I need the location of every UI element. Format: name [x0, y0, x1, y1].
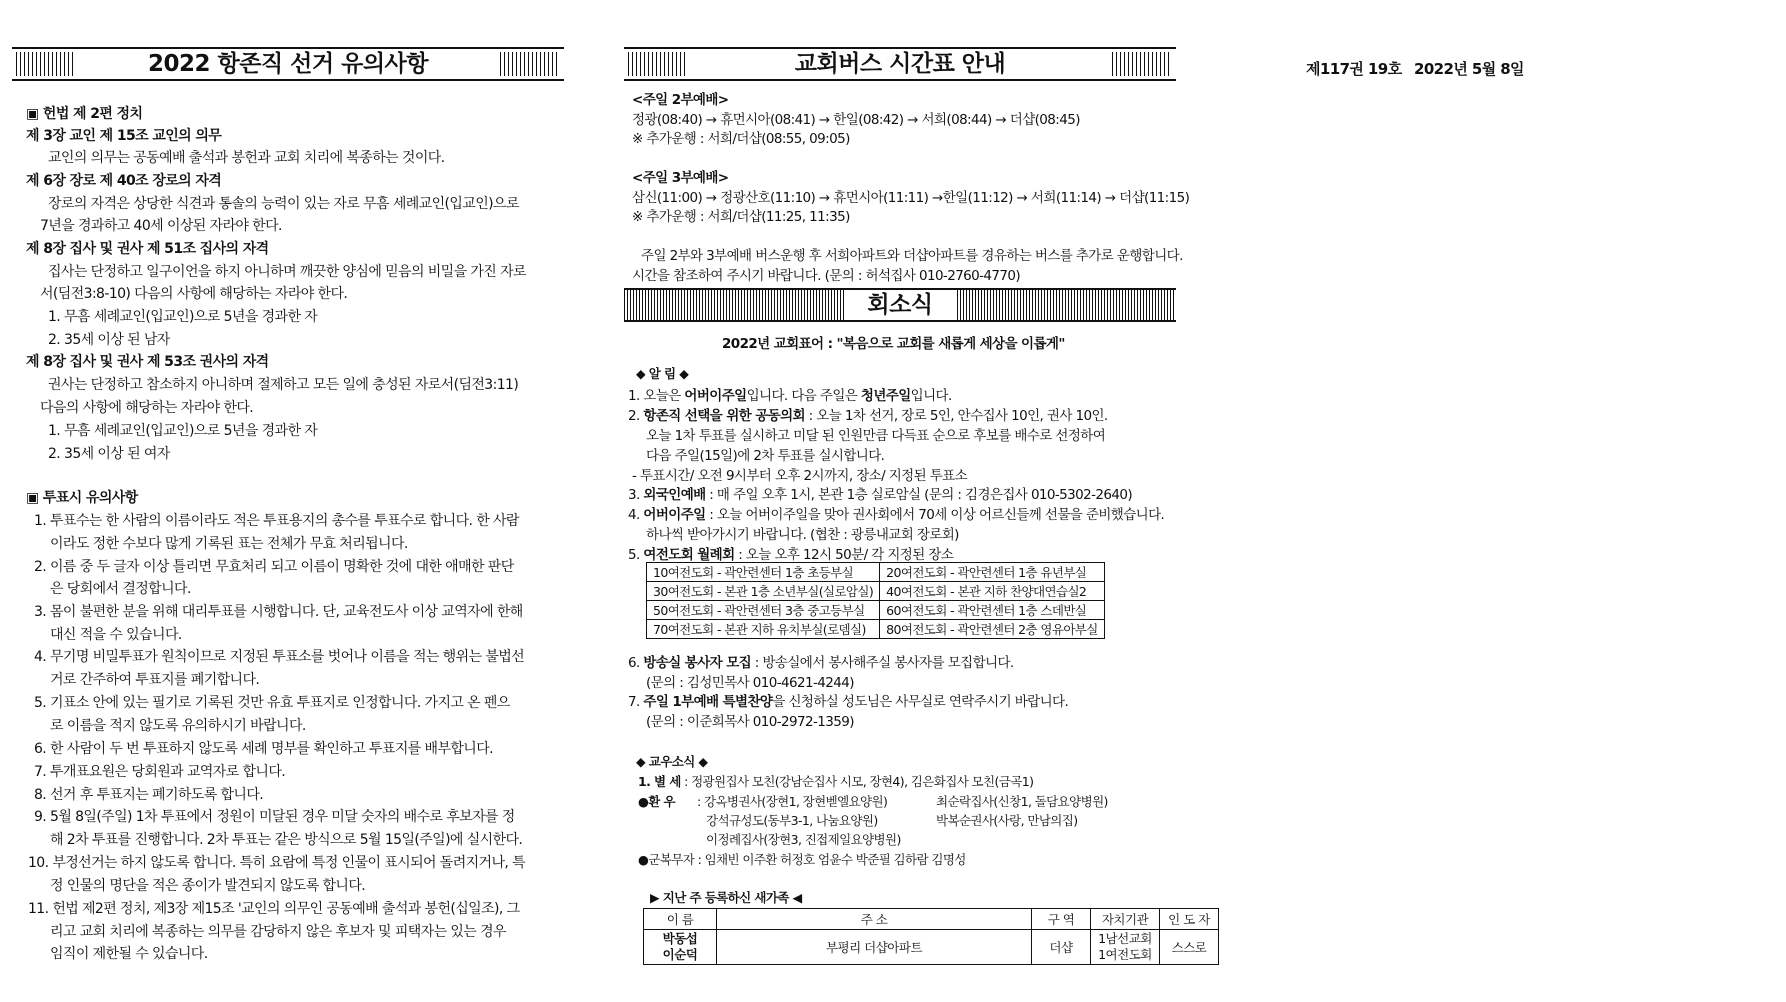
table-cell: 50여전도회 - 곽안련센터 3층 중고등부실	[647, 601, 880, 620]
item-bold: 여전도회 월례회	[643, 547, 735, 563]
note-item: 은 당회에서 결정합니다.	[50, 581, 191, 597]
member-news-item	[638, 772, 1033, 790]
item-text: : 오늘 어버이주일을 맞아 권사회에서 70세 이상 어르신들께 선물을 준비했습니다.	[705, 507, 1165, 523]
bus-note: 시간을 참조하여 주시기 바랍니다. (문의 : 허석집사 010-2760-4770)	[632, 268, 1021, 284]
note-item: 7. 투개표요원은 당회원과 교역자로 합니다.	[34, 764, 286, 780]
clause-text: 집사는 단정하고 일구이언을 하지 아니하며 깨끗한 양심에 믿음의 비밀을 가진 자로	[48, 264, 526, 280]
item-text: 입니다. 다음 주일은	[746, 388, 861, 404]
announce-item	[628, 483, 1132, 503]
bus-route: 삼신(11:00) → 정광산호(11:10) → 휴먼시아(11:11) →한일(11:12) → 서희(11:14) → 더샵(11:15)	[632, 190, 1190, 206]
note-item: 8. 선거 후 투표지는 폐기하도록 합니다.	[34, 787, 264, 803]
item-text: : 방송실에서 봉사해주실 봉사자를 모집합니다.	[751, 655, 1014, 671]
item-bold: 외국인예배	[643, 487, 706, 503]
item-bold: 항존직 선택을 위한 공동의회	[643, 408, 805, 424]
bus-title: 교회버스 시간표 안내	[794, 51, 1006, 77]
clause-text: 7년을 경과하고 40세 이상된 자라야 한다.	[40, 218, 282, 234]
news-title: 회소식	[844, 290, 956, 320]
announce-item	[628, 384, 952, 404]
member-news-heading: ◆ 교우소식 ◆	[636, 754, 708, 769]
item-text: : 정광원집사 모친(강남순집사 시모, 장현4), 김은화집사 모친(금곡1)	[684, 774, 1034, 789]
bus-note: 주일 2부와 3부예배 버스운행 후 서희아파트와 더샵아파트를 경유하는 버스를 추가로 운행합니다.	[641, 248, 1183, 264]
clause-text: 서(딤전3:8-10) 다음의 사항에 해당하는 자라야 한다.	[40, 286, 348, 302]
item-text: : 오늘 오후 12시 50분/ 각 지정된 장소	[734, 547, 954, 563]
note-item: 11. 헌법 제2편 정치, 제3장 제15조 '교인의 의무인 공동예배 출석과 봉헌(십일조), 그	[28, 901, 520, 917]
table-row	[647, 582, 1105, 601]
note-item: 정 인물의 명단을 적은 종이가 발견되지 않도록 합니다.	[50, 878, 366, 894]
note-item: 거로 간주하여 투표지를 폐기합니다.	[50, 672, 260, 688]
table-row	[647, 601, 1105, 620]
address-cell: 부평리 더샵아파트	[717, 930, 1032, 965]
table-cell: 30여전도회 - 본관 1층 소년부실(실로암실)	[647, 582, 880, 601]
clause-item: 2. 35세 이상 된 남자	[48, 332, 170, 348]
notes-heading: ▣ 투표시 유의사항	[26, 490, 138, 506]
announce-item	[628, 690, 1068, 710]
item-number: 3.	[628, 487, 644, 503]
announce-text: - 투표시간/ 오전 9시부터 오후 2시까지, 장소/ 지정된 투표소	[632, 468, 968, 484]
announce-item	[628, 543, 953, 563]
bus-service-heading: <주일 3부예배>	[632, 170, 729, 186]
bus-extra: ※ 추가운행 : 서희/더샵(11:25, 11:35)	[632, 209, 850, 225]
org-2: 1여전도회	[1098, 947, 1152, 962]
note-item: 해 2차 투표를 진행합니다. 2차 투표는 같은 방식으로 5월 15일(주일)에 실시한다.	[50, 832, 523, 848]
item-number: 7.	[628, 694, 644, 710]
issue-volume: 제117권 19호	[1306, 60, 1402, 78]
clause-heading: 제 8장 집사 및 권사 제 53조 권사의 자격	[26, 354, 269, 370]
table-cell: 20여전도회 - 곽안련센터 1층 유년부실	[880, 563, 1105, 582]
clause-heading: 제 8장 집사 및 권사 제 51조 집사의 자격	[26, 241, 269, 257]
note-item: 리고 교회 치리에 복종하는 의무를 감당하지 않은 후보자 및 피택자는 있는 경우	[50, 924, 506, 940]
item-text: 을 신청하실 성도님은 사무실로 연락주시기 바랍니다.	[772, 694, 1069, 710]
clause-item: 1. 무흠 세례교인(입교인)으로 5년을 경과한 자	[48, 423, 318, 439]
item-text: 입니다.	[910, 388, 952, 404]
note-item: 3. 몸이 불편한 분을 위해 대리투표를 시행합니다. 단, 교육전도사 이상 교역자에 한해	[34, 604, 523, 620]
constitution-heading: ▣ 헌법 제 2편 정치	[26, 106, 143, 122]
member-news-text: 강석규성도(동부3-1, 나눔요양원)	[706, 813, 878, 828]
clause-heading: 제 3장 교인 제 15조 교인의 의무	[26, 128, 222, 144]
clause-text: 권사는 단정하고 참소하지 아니하며 절제하고 모든 일에 충성된 자로서(딤전3:11)	[48, 377, 519, 393]
announce-item	[628, 404, 1108, 424]
column-header: 구 역	[1032, 909, 1091, 930]
item-text: : 오늘 1차 선거, 장로 5인, 안수집사 10인, 권사 10인.	[804, 408, 1108, 424]
note-item: 이라도 정한 수보다 많게 기록된 표는 전체가 무효 처리됩니다.	[50, 536, 408, 552]
church-motto: 2022년 교회표어 : "복음으로 교회를 새롭게 세상을 이롭게"	[722, 336, 1065, 352]
announce-text: 다음 주일(15일)에 2차 투표를 실시합니다.	[646, 448, 885, 464]
member-news-text: ●군복무자 : 임채빈 이주환 허정호 엄윤수 박준필 김하람 김명성	[638, 852, 966, 867]
registration-heading: ▶ 지난 주 등록하신 새가족 ◀	[650, 890, 802, 905]
table-cell: 10여전도회 - 곽안련센터 1층 초등부실	[647, 563, 880, 582]
table-row	[644, 930, 1219, 965]
table-cell: 80여전도회 - 곽안련센터 2층 영유아부실	[880, 620, 1105, 639]
member-news-text: 이정례집사(장현3, 진접제일요양병원)	[706, 832, 901, 847]
note-item: 9. 5월 8일(주일) 1차 투표에서 정원이 미달된 경우 미달 숫자의 배수로 후보자를 정	[34, 809, 515, 825]
note-item: 6. 한 사람이 두 번 투표하지 않도록 세례 명부를 확인하고 투표지를 배부합니다.	[34, 741, 494, 757]
announce-item	[628, 503, 1164, 523]
table-header-row	[644, 909, 1219, 930]
member-news-label: ●환 우	[638, 794, 676, 809]
news-header	[624, 288, 1176, 322]
registration-table	[643, 908, 1219, 965]
bus-extra: ※ 추가운행 : 서희/더샵(08:55, 09:05)	[632, 131, 850, 147]
table-row	[647, 563, 1105, 582]
guide-cell: 스스로	[1160, 930, 1219, 965]
announce-item	[628, 651, 1014, 671]
column-header: 이 름	[644, 909, 717, 930]
clause-item: 2. 35세 이상 된 여자	[48, 446, 170, 462]
item-bold: 주일 1부예배 특별찬양	[643, 694, 773, 710]
table-cell: 70여전도회 - 본관 지하 유치부실(로뎀실)	[647, 620, 880, 639]
item-number: 4.	[628, 507, 644, 523]
note-item: 대신 적을 수 있습니다.	[50, 627, 182, 643]
item-number: 2.	[628, 408, 644, 424]
clause-text: 장로의 자격은 상당한 식견과 통솔의 능력이 있는 자로 무흠 세례교인(입교인)으로	[48, 196, 519, 212]
column-header: 자치기관	[1091, 909, 1160, 930]
item-number: 1. 오늘은	[628, 388, 685, 404]
clause-text: 다음의 사항에 해당하는 자라야 한다.	[40, 400, 254, 416]
member-news-text: 박복순권사(사랑, 만남의집)	[936, 813, 1078, 828]
column-header: 주 소	[717, 909, 1032, 930]
announce-text: (문의 : 이준희목사 010-2972-1359)	[646, 714, 854, 730]
item-number: 5.	[628, 547, 644, 563]
item-number: 6.	[628, 655, 644, 671]
name-2: 이순덕	[662, 947, 698, 962]
item-bold: 1. 별 세	[638, 774, 681, 789]
org-cell	[1091, 930, 1160, 965]
table-row	[647, 620, 1105, 639]
bus-route: 정광(08:40) → 휴먼시아(08:41) → 한일(08:42) → 서희(08:44) → 더샵(08:45)	[632, 112, 1080, 128]
note-item: 10. 부정선거는 하지 않도록 합니다. 특히 요람에 특정 인물이 표시되어 돌려지거나, 특	[28, 855, 526, 871]
zone-cell: 더샵	[1032, 930, 1091, 965]
announce-text: (문의 : 김성민목사 010-4621-4244)	[646, 675, 854, 691]
note-item: 로 이름을 적지 않도록 유의하시기 바랍니다.	[50, 718, 306, 734]
note-item: 1. 투표수는 한 사람의 이름이라도 적은 투표용지의 총수를 투표수로 합니다. 한 사람	[34, 513, 519, 529]
bus-service-heading: <주일 2부예배>	[632, 92, 729, 108]
member-news-text: : 강옥병권사(장현1, 장현벧엘요양원)	[697, 794, 888, 809]
note-item: 임직이 제한될 수 있습니다.	[50, 946, 208, 962]
item-bold: 어버이주일	[643, 507, 706, 523]
item-bold: 청년주일	[860, 388, 911, 404]
note-item: 5. 기표소 안에 있는 필기로 기록된 것만 유효 투표지로 인정합니다. 가지고 온 펜으	[34, 695, 510, 711]
column-header: 인 도 자	[1160, 909, 1219, 930]
clause-heading: 제 6장 장로 제 40조 장로의 자격	[26, 173, 222, 189]
election-header	[12, 47, 564, 81]
name-1: 박동섭	[662, 931, 698, 946]
announce-text: 하나씩 받아가시기 바랍니다. (협찬 : 광릉내교회 장로회)	[646, 527, 959, 543]
announce-text: 오늘 1차 투표를 실시하고 미달 된 인원만큼 다득표 순으로 후보를 배수로 선정하여	[646, 428, 1106, 444]
clause-item: 1. 무흠 세례교인(입교인)으로 5년을 경과한 자	[48, 309, 318, 325]
table-cell: 40여전도회 - 본관 지하 찬양대연습실2	[880, 582, 1105, 601]
member-news-text: 최순락집사(신창1, 돌담요양병원)	[936, 794, 1108, 809]
announce-heading: ◆ 알 림 ◆	[636, 366, 689, 381]
item-text: : 매 주일 오후 1시, 본관 1층 실로암실 (문의 : 김경은집사 010-5302-2640)	[705, 487, 1133, 503]
bus-header	[624, 47, 1176, 81]
clause-text: 교인의 의무는 공동예배 출석과 봉헌과 교회 치리에 복종하는 것이다.	[48, 150, 445, 166]
election-title: 2022 항존직 선거 유의사항	[148, 51, 428, 77]
org-1: 1남선교회	[1098, 931, 1152, 946]
item-bold: 방송실 봉사자 모집	[643, 655, 752, 671]
table-cell: 60여전도회 - 곽안련센터 1층 스데반실	[880, 601, 1105, 620]
note-item: 2. 이름 중 두 글자 이상 틀리면 무효처리 되고 이름이 명확한 것에 대한 애매한 판단	[34, 559, 514, 575]
item-bold: 어버이주일	[684, 388, 747, 404]
note-item: 4. 무기명 비밀투표가 원칙이므로 지정된 투표소를 벗어나 이름을 적는 행위는 불법선	[34, 649, 525, 665]
name-cell	[644, 930, 717, 965]
dept-meeting-table	[646, 562, 1105, 639]
issue-date: 2022년 5월 8일	[1414, 60, 1524, 78]
